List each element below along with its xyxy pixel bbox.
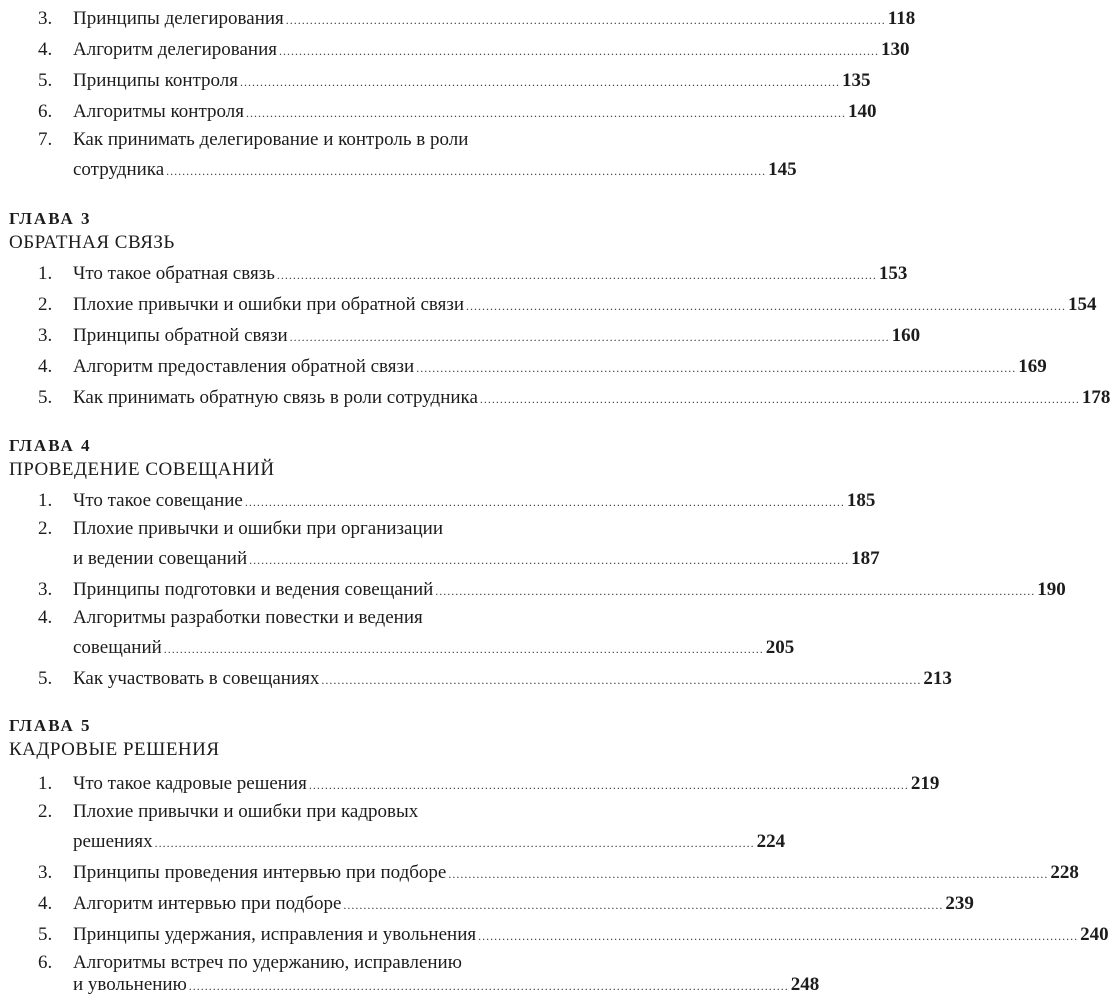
toc-entry [0, 66, 871, 96]
entry-number: 1. [38, 773, 53, 794]
entry-line [73, 827, 786, 857]
entry-number: 5. [38, 924, 53, 945]
entry-title: Как принимать делегирование и контроль в роли [73, 129, 469, 150]
entry-line [73, 858, 1079, 888]
entry-line [73, 352, 1047, 382]
entry-number: 4. [38, 893, 53, 914]
toc-entry-continuation [0, 155, 797, 185]
entry-line [73, 66, 871, 96]
entry-number: 7. [38, 129, 53, 150]
entry-line [73, 4, 916, 34]
entry-number: 2. [38, 801, 53, 822]
dot-leader: ...................................................................................................................................................... [478, 929, 1079, 943]
chapter-title: КАДРОВЫЕ РЕШЕНИЯ [9, 739, 220, 760]
chapter-title: ПРОВЕДЕНИЕ СОВЕЩАНИЙ [9, 459, 275, 480]
entry-number: 5. [38, 70, 53, 91]
entry-title: Что такое совещание [73, 490, 243, 511]
toc-entry [0, 514, 621, 544]
chapter-title: ОБРАТНАЯ СВЯЗЬ [9, 232, 175, 253]
entry-title-continuation: совещаний [73, 637, 162, 658]
page-number: 169 [1018, 356, 1047, 377]
entry-title: Принципы контроля [73, 70, 239, 91]
dot-leader: ...................................................................................................................................................... [479, 392, 1080, 406]
entry-title-continuation: сотрудника [73, 159, 165, 180]
toc-entry [0, 352, 1047, 382]
toc-entry [0, 889, 974, 919]
toc-entry [0, 797, 621, 827]
dot-leader: ...................................................................................................................................................... [244, 495, 845, 509]
dot-leader: ...................................................................................................................................................... [166, 164, 767, 178]
dot-leader: ...................................................................................................................................................... [289, 330, 890, 344]
toc-entry-continuation [0, 827, 786, 857]
entry-title: Принципы проведения интервью при подборе [73, 862, 447, 883]
dot-leader: ...................................................................................................................................................... [188, 979, 789, 993]
entry-line [73, 575, 1066, 605]
entry-number: 4. [38, 356, 53, 377]
entry-number: 2. [38, 294, 53, 315]
entry-line [73, 35, 910, 65]
entry-line [73, 889, 974, 919]
entry-number: 5. [38, 387, 53, 408]
page-number: 213 [923, 668, 952, 689]
page-number: 224 [756, 831, 786, 852]
entry-title: Алгоритмы встреч по удержанию, исправлению [73, 952, 462, 973]
dot-leader: ...................................................................................................................................................... [448, 867, 1049, 881]
entry-number: 3. [38, 862, 53, 883]
entry-line [73, 259, 908, 289]
toc-entry [0, 603, 621, 633]
toc-entry [0, 290, 1097, 320]
entry-line [73, 633, 795, 663]
page-number: 240 [1080, 924, 1109, 945]
chapter-label: ГЛАВА 4 [9, 436, 92, 455]
entry-title: Принципы удержания, исправления и увольнения [73, 924, 477, 945]
entry-title: Алгоритмы разработки повестки и ведения [73, 607, 423, 628]
toc-entry [0, 97, 877, 127]
toc-entry [0, 575, 1066, 605]
page-number: 248 [790, 974, 820, 995]
entry-title: Плохие привычки и ошибки при кадровых [73, 801, 419, 822]
entry-line [73, 920, 1109, 950]
entry-line [73, 290, 1097, 320]
chapter-label: ГЛАВА 3 [9, 209, 92, 228]
entry-number: 4. [38, 607, 53, 628]
toc-entry [0, 664, 952, 694]
toc-entry [0, 321, 921, 351]
entry-number: 2. [38, 518, 53, 539]
toc-entry [0, 259, 908, 289]
entry-number: 5. [38, 668, 53, 689]
entry-title: Алгоритм предоставления обратной связи [73, 356, 415, 377]
entry-title: Как принимать обратную связь в роли сотрудника [73, 387, 478, 408]
toc-entry-continuation [0, 970, 820, 1000]
dot-leader: ...................................................................................................................................................... [240, 75, 841, 89]
entry-number: 3. [38, 8, 53, 29]
page-number: 228 [1050, 862, 1079, 883]
entry-number: 3. [38, 325, 53, 346]
toc-entry [0, 383, 1110, 413]
dot-leader: ...................................................................................................................................................... [245, 106, 846, 120]
entry-title: Принципы подготовки и ведения совещаний [73, 579, 434, 600]
entry-line [73, 664, 952, 694]
page-number: 153 [878, 263, 908, 284]
dot-leader: ...................................................................................................................................................... [416, 361, 1017, 375]
dot-leader: ...................................................................................................................................................... [249, 553, 850, 567]
page-number: 185 [846, 490, 876, 511]
page-number: 187 [851, 548, 880, 569]
page-number: 130 [880, 39, 910, 60]
entry-title: Как участвовать в совещаниях [73, 668, 320, 689]
entry-line [73, 970, 820, 1000]
dot-leader: ...................................................................................................................................................... [343, 898, 944, 912]
entry-number: 4. [38, 39, 53, 60]
dot-leader: ...................................................................................................................................................... [163, 642, 764, 656]
entry-title: Алгоритмы контроля [73, 101, 244, 122]
page-number: 160 [891, 325, 921, 346]
dot-leader: ...................................................................................................................................................... [466, 299, 1067, 313]
toc-entry [0, 858, 1079, 888]
entry-title: Плохие привычки и ошибки при организации [73, 518, 443, 539]
entry-title: Принципы обратной связи [73, 325, 288, 346]
entry-number: 1. [38, 490, 53, 511]
entry-title: Принципы делегирования [73, 8, 284, 29]
dot-leader: ...................................................................................................................................................... [276, 268, 877, 282]
entry-title: Что такое кадровые решения [73, 773, 307, 794]
toc-entry [0, 769, 940, 799]
page-number: 239 [945, 893, 974, 914]
chapter-label: ГЛАВА 5 [9, 716, 92, 735]
entry-title-continuation: и ведении совещаний [73, 548, 248, 569]
entry-title: Алгоритм делегирования [73, 39, 277, 60]
toc-entry [0, 920, 1109, 950]
entry-line [73, 769, 940, 799]
dot-leader: ...................................................................................................................................................... [285, 13, 886, 27]
toc-entry-continuation [0, 544, 880, 574]
toc-entry [0, 4, 916, 34]
toc-entry-continuation [0, 633, 795, 663]
entry-line [73, 155, 797, 185]
page-number: 145 [768, 159, 797, 180]
page-number: 118 [887, 8, 916, 29]
toc-entry [0, 125, 621, 155]
page-number: 154 [1068, 294, 1097, 315]
entry-line [73, 321, 921, 351]
page-number: 205 [765, 637, 795, 658]
page-number: 190 [1037, 579, 1066, 600]
entry-line [73, 486, 876, 516]
dot-leader: ...................................................................................................................................................... [435, 584, 1036, 598]
entry-title-continuation: решениях [73, 831, 153, 852]
entry-title: Алгоритм интервью при подборе [73, 893, 342, 914]
page-number: 178 [1081, 387, 1110, 408]
page-number: 135 [842, 70, 871, 91]
toc-entry [0, 486, 876, 516]
entry-number: 1. [38, 263, 53, 284]
toc-entry [0, 35, 910, 65]
entry-line [73, 544, 880, 574]
entry-number: 3. [38, 579, 53, 600]
entry-title: Что такое обратная связь [73, 263, 275, 284]
dot-leader: ...................................................................................................................................................... [278, 44, 879, 58]
entry-title-continuation: и увольнению [73, 974, 187, 995]
entry-line [73, 383, 1110, 413]
entry-number: 6. [38, 101, 53, 122]
dot-leader: ...................................................................................................................................................... [308, 778, 909, 792]
dot-leader: ...................................................................................................................................................... [321, 673, 922, 687]
page-number: 140 [847, 101, 877, 122]
entry-title: Плохие привычки и ошибки при обратной связи [73, 294, 465, 315]
entry-number: 6. [38, 952, 53, 973]
entry-line [73, 97, 877, 127]
dot-leader: ...................................................................................................................................................... [154, 836, 755, 850]
page-number: 219 [910, 773, 940, 794]
